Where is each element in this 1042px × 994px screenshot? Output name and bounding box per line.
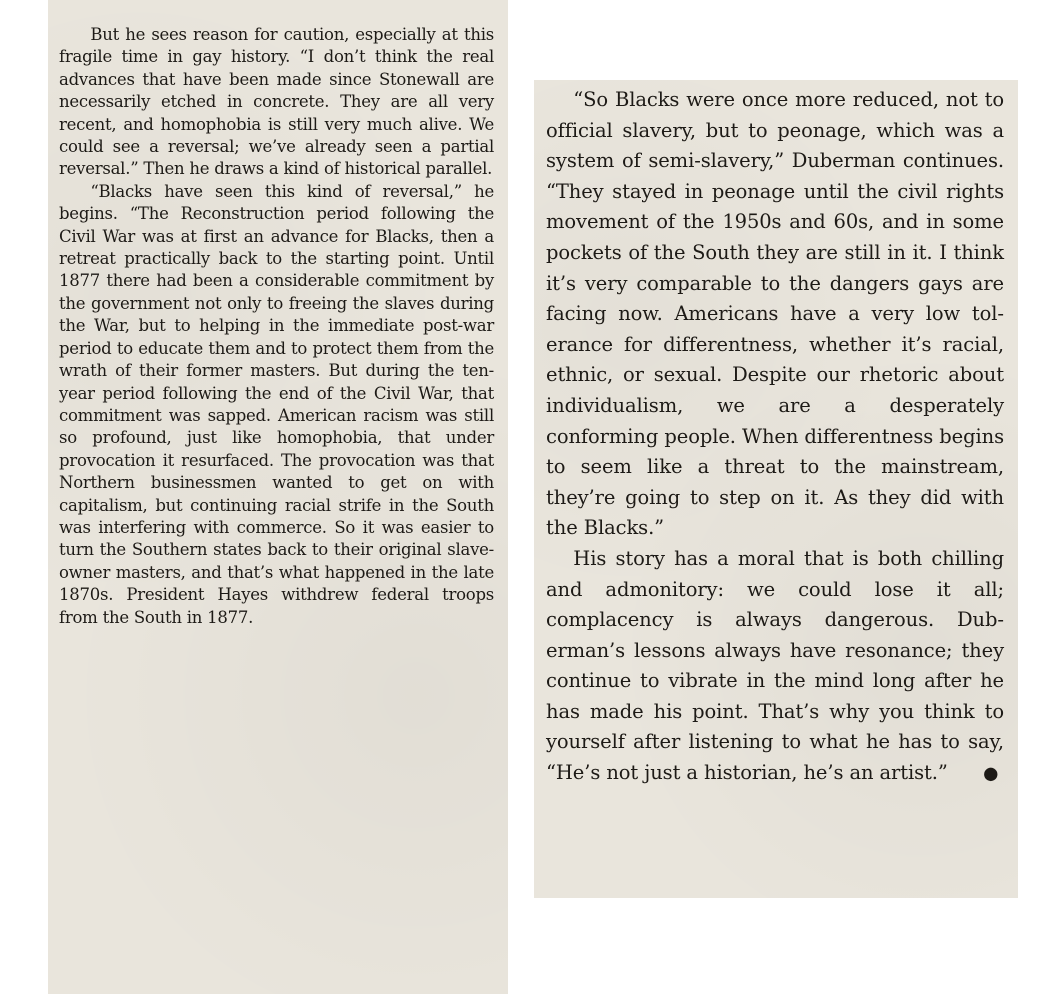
end-of-article-bullet-icon: ●	[983, 764, 999, 785]
paragraph-reconstruction: “Blacks have seen this kind of reversal,” he begins. “The Reconstruction period following the Civil War was at first an advance for Blacks, then a retreat practically back to the starting point. Until 1877 there had been a considerable commitment by the government not only to freeing the slaves during the War, but to helping in the immediate post-war period to educate them and to protect them from the wrath of their former masters. But during the ten-year period following the end of the Civil War, that commitment was sapped. American racism was still so profound, just like homophobia, that under provocation it resurfaced. The provocation was that Northern businessmen wanted to get on with capitalism, but continuing racial strife in the South was interfering with commerce. So it was easier to turn the Southern states back to their original slave-owner masters, and that’s what happened in the late 1870s. President Hayes withdrew federal troops from the South in 1877.	[59, 181, 494, 627]
paragraph-moral-text: His story has a moral that is both chilling and admonitory: we could lose it all; complacency is always dangerous. Duberman’s lessons always have resonance; they continue to vibrate in the mind long after he has made his point. That’s why you think to yourself after listening to what he has to say, “He’s not just a historian, he’s an artist.”	[546, 546, 1004, 785]
article-clipping-left	[48, 0, 508, 994]
paragraph-peonage: “So Blacks were once more reduced, not to official slavery, but to peonage, which was a system of semi-slavery,” Duberman continues. “They stayed in peonage until the civil rights movement of the 1950s and 60s, and in some pockets of the South they are still in it. I think it’s very comparable to the dangers gays are facing now. Americans have a very low tolerance for differentness, whether it’s racial, ethnic, or sexual. Despite our rhetoric about individualism, we are a desperately conforming people. When differentness begins to seem like a threat to the mainstream, they’re going to step on it. As they did with the Blacks.”	[546, 88, 1004, 540]
article-clipping-right	[534, 80, 1018, 898]
paragraph-moral	[546, 544, 1004, 790]
paragraph-caution: But he sees reason for caution, especially at this fragile time in gay history. “I don’t think the real advances that have been made since Stonewall are necessarily etched in concrete. They are all very recent, and homophobia is still very much alive. We could see a reversal; we’ve already seen a partial reversal.” Then he draws a kind of historical parallel.	[59, 25, 494, 179]
